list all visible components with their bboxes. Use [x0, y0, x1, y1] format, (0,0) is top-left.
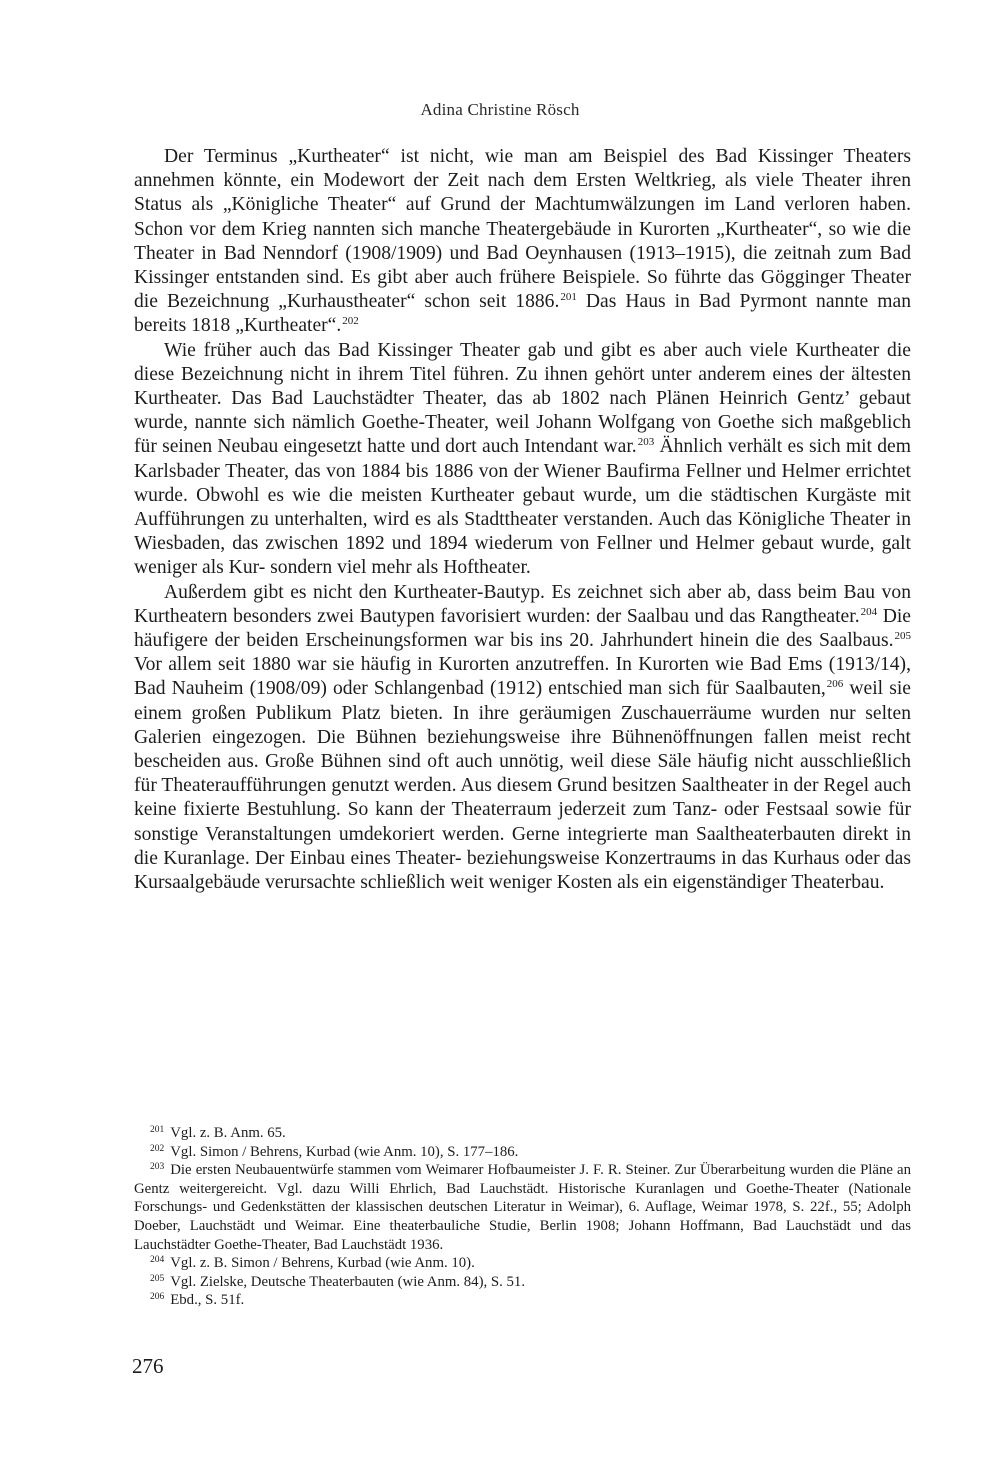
page-number: 276 [132, 1354, 164, 1378]
footnote-201 [134, 1124, 911, 1143]
footnote-number: 202 [150, 1143, 165, 1154]
footnote-ref-205: 205 [894, 630, 911, 643]
paragraph-1 [134, 145, 911, 339]
footnote-ref-201: 201 [560, 291, 577, 304]
footnote-text: Ebd., S. 51f. [170, 1292, 245, 1309]
text-segment: Wie früher auch das Bad Kissinger Theater gab und gibt es aber auch viele Kurtheater die diese Bezeichnung nicht in ihrem Titel führen. Zu ihnen gehört unter anderem eines der ältesten Kurtheater. Das Bad Lauchstädter Theater, das ab 1802 nach Plänen Heinrich Gentz’ gebaut wurde, nannte sich nämlich Goethe-Theater, weil Johann Wolfgang von Goethe sich maßgeblich für seinen Neubau eingesetzt hatte und dort auch Intendant war. [134, 339, 911, 458]
footnote-203 [134, 1161, 911, 1254]
footnote-205 [134, 1273, 911, 1292]
footnote-ref-204: 204 [860, 605, 878, 618]
footnote-ref-203: 203 [637, 436, 655, 449]
footnote-number: 204 [150, 1255, 165, 1266]
footnote-text: Die ersten Neubauentwürfe stammen vom Weimarer Hofbaumeister J. F. R. Steiner. Zur Überarbeitung wurden die Pläne an Gentz weitergereicht. Vgl. dazu Willi Ehrlich, Bad Lauchstädt. Historische Kuranlagen und Goethe-Theater (Nationale Forschungs- und Gedenkstätten der klassischen deutschen Literatur in Weimar), 6. Auflage, Weimar 1978, S. 22f., 55; Adolph Doeber, Lauchstädt und Weimar. Eine theaterbauliche Studie, Berlin 1908; Johann Hoffmann, Bad Lauchstädt und das Lauchstädter Goethe-Theater, Bad Lauchstädt 1936. [134, 1162, 911, 1253]
text-segment: Vor allem seit 1880 war sie häufig in Kurorten anzutreffen. In Kurorten wie Bad Ems (1913/14), Bad Nauheim (1908/09) oder Schlangenbad (1912) entschied man sich für Saalbauten, [134, 654, 911, 700]
footnote-number: 201 [150, 1125, 165, 1135]
text-segment: Außerdem gibt es nicht den Kurtheater-Bautyp. Es zeichnet sich aber ab, dass beim Bau von Kurtheatern besonders zwei Bautypen favorisiert wurden: der Saalbau und das Rangtheater. [134, 581, 911, 627]
paragraph-3 [134, 581, 911, 896]
footnote-text: Vgl. Simon / Behrens, Kurbad (wie Anm. 10), S. 177–186. [170, 1143, 519, 1160]
footnote-ref-202: 202 [342, 315, 359, 328]
footnote-202 [134, 1143, 911, 1162]
footnote-text: Vgl. z. B. Anm. 65. [170, 1125, 286, 1141]
footnote-204 [134, 1254, 911, 1273]
running-title: Adina Christine Rösch [420, 100, 580, 119]
footnote-text: Vgl. z. B. Simon / Behrens, Kurbad (wie Anm. 10). [170, 1255, 475, 1272]
text-segment: Die häufigere der beiden Erscheinungsformen war bis ins 20. Jahrhundert hinein die des Saalbaus. [134, 605, 911, 652]
text-segment: Ähnlich verhält es sich mit dem Karlsbader Theater, das von 1884 bis 1886 von der Wiener Baufirma Fellner und Helmer errichtet wurde. Obwohl es wie die meisten Kurtheater gebaut wurde, um die städtischen Kurgäste mit Aufführungen zu unterhalten, wird es als Stadttheater verstanden. Auch das Königliche Theater in Wiesbaden, das zwischen 1892 und 1894 wiederum von Fellner und Helmer gebaut wurde, galt weniger als Kur- sondern viel mehr als Hoftheater. [134, 436, 911, 579]
text-segment: Das Haus in Bad Pyrmont nannte man bereits 1818 „Kurtheater“. [134, 291, 911, 337]
paragraph-2 [134, 339, 911, 581]
footnote-206 [134, 1291, 911, 1310]
footnote-ref-206: 206 [826, 678, 844, 691]
text-segment: Der Terminus „Kurtheater“ ist nicht, wie man am Beispiel des Bad Kissinger Theaters annehmen könnte, ein Modewort der Zeit nach dem Ersten Weltkrieg, als viele Theater ihren Status als „Königliche Theater“ auf Grund der Machtumwälzungen im Land verloren haben. Schon vor dem Krieg nannten sich manche Theatergebäude in Kurorten „Kurtheater“, so wie die Theater in Bad Nenndorf (1908/1909) und Bad Oeynhausen (1913–1915), die zeitnah zum Bad Kissinger entstanden sind. Es gibt aber auch frühere Beispiele. So führte das Gögginger Theater die Bezeichnung „Kurhaustheater“ schon seit 1886. [134, 146, 911, 313]
footnotes-section [134, 1124, 911, 1310]
footnote-number: 205 [150, 1273, 165, 1284]
footnote-text: Vgl. Zielske, Deutsche Theaterbauten (wie Anm. 84), S. 51. [170, 1273, 526, 1290]
footnote-number: 203 [150, 1162, 165, 1173]
footnote-number: 206 [150, 1292, 165, 1303]
main-text [134, 145, 911, 895]
text-segment: weil sie einem großen Publikum Platz bieten. In ihre geräumigen Zuschauerräume wurden nur selten Galerien eingezogen. Die Bühnen beziehungsweise ihre Bühnenöffnungen fallen meist recht bescheiden aus. Große Bühnen sind oft auch unnötig, weil diese Säle häufig nicht ausschließlich für Theateraufführungen genutzt werden. Aus diesem Grund besitzen Saaltheater in der Regel auch keine fixierte Bestuhlung. So kann der Theaterraum jederzeit zum Tanz- oder Festsaal sowie für sonstige Veranstaltungen umdekoriert werden. Gerne integrierte man Saaltheaterbauten direkt in die Kuranlage. Der Einbau eines Theater- beziehungsweise Konzertraums in das Kurhaus oder das Kursaalgebäude verursachte schließlich weit weniger Kosten als ein eigenständiger Theaterbau. [134, 678, 911, 894]
